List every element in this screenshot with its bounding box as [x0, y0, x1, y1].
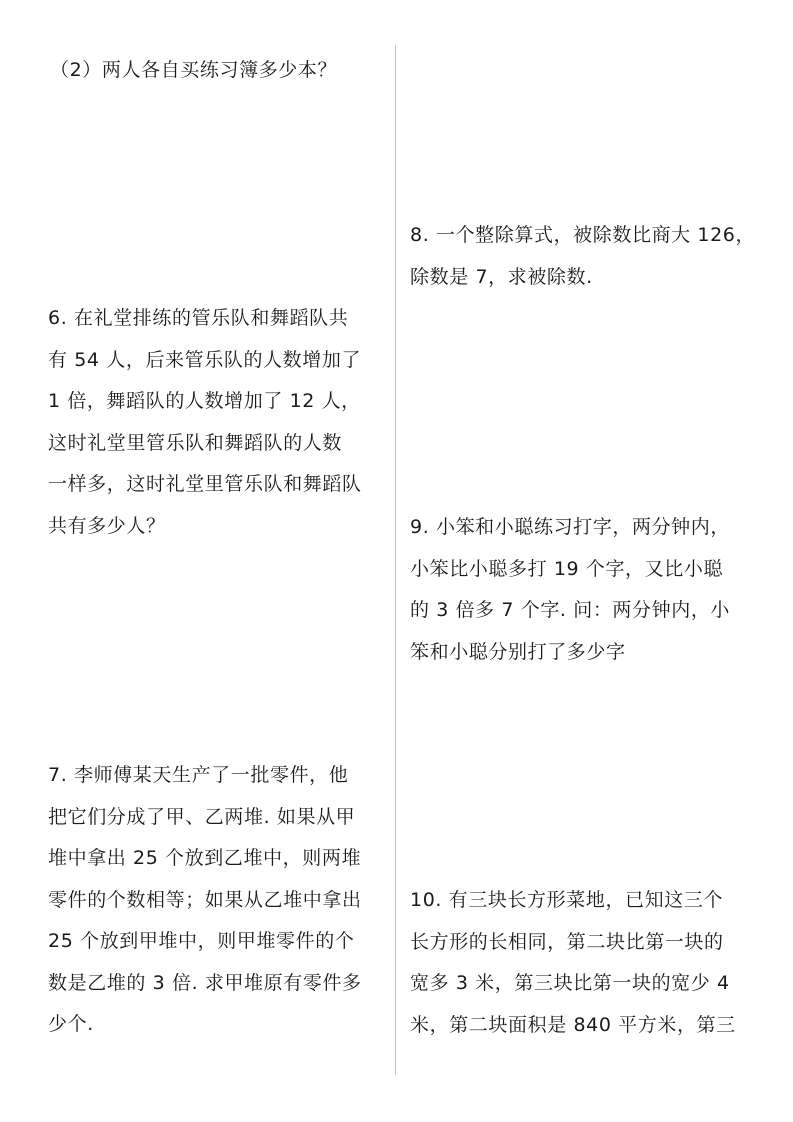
question-line: 一样多，这时礼堂里管乐队和舞蹈队: [48, 473, 362, 495]
question-5-part-2: [50, 50, 337, 92]
question-line: 小笨比小聪多打 19 个字，又比小聪: [410, 557, 724, 580]
question-line: 长方形的长相同，第二块比第一块的: [410, 930, 724, 953]
question-line: 10. 有三块长方形菜地，已知这三个: [410, 889, 724, 911]
question-line: 共有多少人？: [48, 514, 166, 537]
question-line: 米，第二块面积是 840 平方米，第三: [410, 1013, 736, 1036]
question-line: 少个.: [48, 1013, 94, 1035]
column-divider: [395, 45, 396, 1075]
question-6: [48, 298, 362, 547]
question-8: [410, 215, 755, 298]
question-line: 笨和小聪分别打了多少字: [410, 640, 626, 663]
question-line: 把它们分成了甲、乙两堆. 如果从甲: [48, 805, 356, 828]
question-line: 1 倍，舞蹈队的人数增加了 12 人，: [48, 390, 361, 412]
question-line: 8. 一个整除算式，被除数比商大 126，: [410, 224, 756, 246]
question-line: （2）两人各自买练习簿多少本？: [50, 59, 338, 81]
question-line: 25 个放到甲堆中，则甲堆零件的个: [48, 930, 355, 952]
question-line: 这时礼堂里管乐队和舞蹈队的人数: [48, 431, 343, 454]
question-9: [410, 507, 730, 673]
question-10: [410, 880, 736, 1046]
question-line: 的 3 倍多 7 个字. 问：两分钟内，小: [410, 599, 731, 621]
question-7: [48, 755, 362, 1046]
question-line: 宽多 3 米，第三块比第一块的宽少 4: [410, 972, 730, 994]
question-line: 有 54 人，后来管乐队的人数增加了: [48, 348, 362, 371]
question-line: 6. 在礼堂排练的管乐队和舞蹈队共: [48, 307, 349, 329]
question-line: 零件的个数相等；如果从乙堆中拿出: [48, 888, 362, 911]
question-line: 除数是 7，求被除数.: [410, 265, 593, 288]
question-line: 7. 李师傅某天生产了一批零件，他: [48, 764, 349, 786]
question-line: 9. 小笨和小聪练习打字，两分钟内，: [410, 516, 730, 538]
question-line: 堆中拿出 25 个放到乙堆中，则两堆: [48, 847, 362, 869]
question-line: 数是乙堆的 3 倍. 求甲堆原有零件多: [48, 971, 362, 994]
